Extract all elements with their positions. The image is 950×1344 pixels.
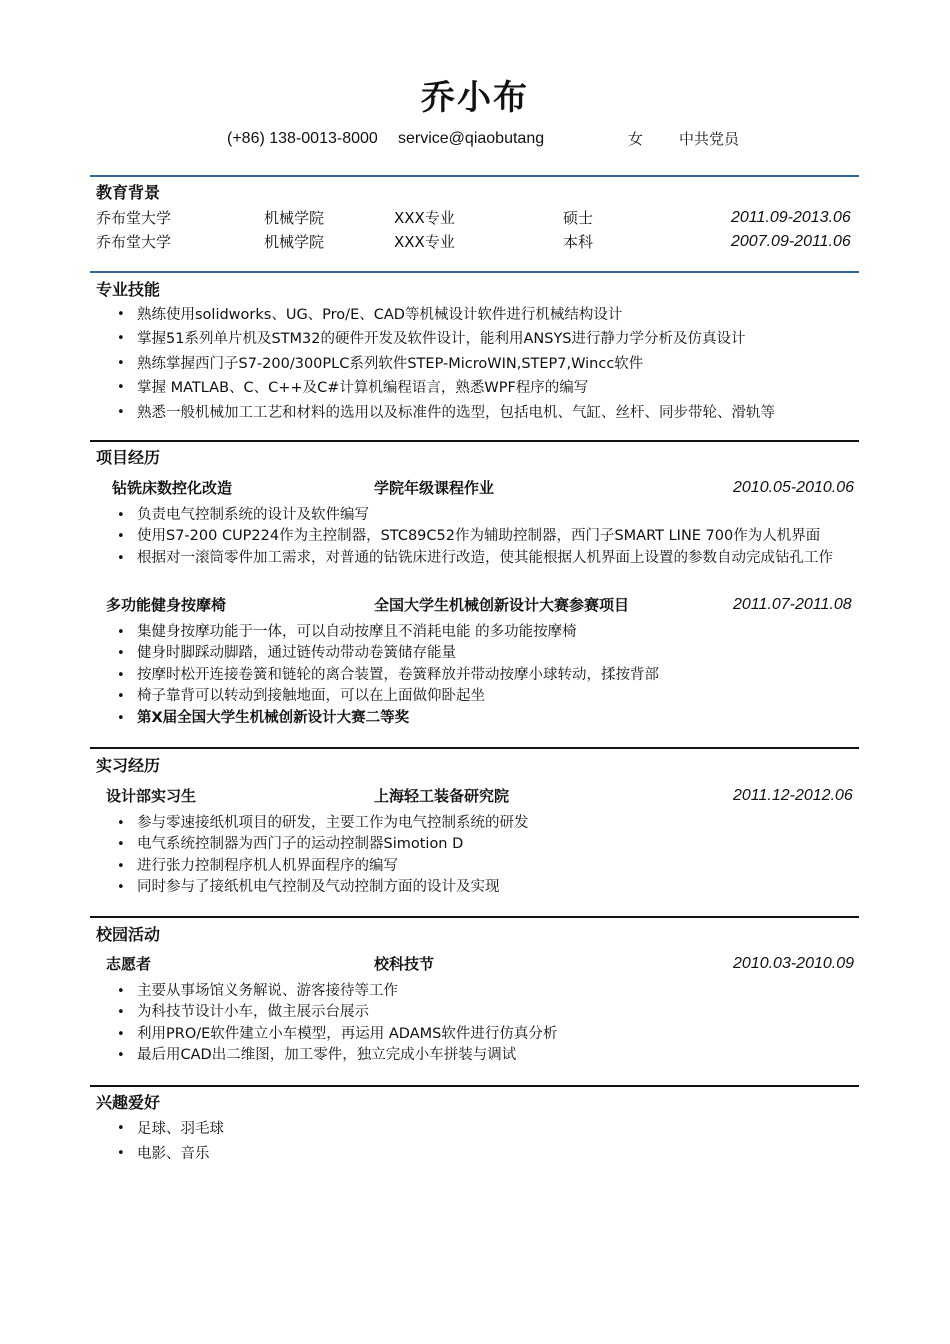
bullet-icon: • xyxy=(117,710,125,726)
list-item: • 最后用CAD出二维图，加工零件，独立完成小车拼装与调试 xyxy=(0,1045,950,1066)
project-details xyxy=(0,505,950,569)
bullet-icon: • xyxy=(117,837,125,853)
list-item: • 利用PRO/E软件建立小车模型，再运用 ADAMS软件进行仿真分析 xyxy=(0,1024,950,1045)
degree: 硕士 xyxy=(563,209,594,227)
list-item: • 熟练掌握西门子S7-200/300PLC系列软件STEP-MicroWIN,STEP7,Wincc软件 xyxy=(0,352,950,376)
section-title-skills: 专业技能 xyxy=(96,280,161,299)
list-item: • 熟练使用solidworks、UG、Pro/E、CAD等机械设计软件进行机械结构设计 xyxy=(0,303,950,327)
section-divider xyxy=(90,440,859,442)
project-context: 全国大学生机械创新设计大赛参赛项目 xyxy=(374,596,630,614)
bullet-icon: • xyxy=(117,529,125,545)
bullet-icon: • xyxy=(117,307,125,322)
gender: 女 xyxy=(628,130,644,148)
college: 机械学院 xyxy=(264,233,325,251)
bullet-icon: • xyxy=(117,331,125,347)
bullet-icon: • xyxy=(117,355,125,371)
bullet-icon: • xyxy=(117,625,125,640)
list-item: • 负责电气控制系统的设计及软件编写 xyxy=(0,505,950,526)
list-item: • 主要从事场馆义务解说、游客接待等工作 xyxy=(0,981,950,1002)
list-item: • 椅子靠背可以转动到接触地面，可以在上面做仰卧起坐 xyxy=(0,686,950,707)
project-date: 2011.07-2011.08 xyxy=(733,596,852,613)
bullet-icon: • xyxy=(117,550,125,566)
education-date: 2011.09-2013.06 xyxy=(731,209,851,226)
list-item: • 健身时脚踩动脚踏，通过链传动带动卷簧储存能量 xyxy=(0,643,950,664)
bullet-icon: • xyxy=(117,380,125,396)
internship-header xyxy=(0,785,950,807)
skills-list xyxy=(0,303,950,425)
bullet-icon: • xyxy=(117,508,125,523)
list-item: • 同时参与了接纸机电气控制及气动控制方面的设计及实现 xyxy=(0,877,950,898)
bullet-icon: • xyxy=(117,858,125,874)
section-title-internship: 实习经历 xyxy=(96,756,161,775)
campus-date: 2010.03-2010.09 xyxy=(733,955,854,972)
section-divider xyxy=(90,271,859,273)
list-item: • 进行张力控制程序机人机界面程序的编写 xyxy=(0,856,950,877)
list-item: • 参与零速接纸机项目的研发，主要工作为电气控制系统的研发 xyxy=(0,813,950,834)
bullet-icon: • xyxy=(117,667,125,683)
bullet-icon: • xyxy=(117,1121,125,1136)
section-title-campus: 校园活动 xyxy=(96,925,161,944)
section-divider xyxy=(90,1085,859,1087)
degree: 本科 xyxy=(563,233,594,251)
political-status: 中共党员 xyxy=(679,130,740,148)
email-address: service@qiaobutang xyxy=(398,130,545,147)
education-date: 2007.09-2011.06 xyxy=(731,233,851,250)
list-item: • 使用S7-200 CUP224作为主控制器，STC89C52作为辅助控制器，西门子SMART LINE 700作为人机界面 xyxy=(0,526,950,547)
campus-details xyxy=(0,981,950,1067)
internship-date: 2011.12-2012.06 xyxy=(733,787,853,804)
list-item: • 熟悉一般机械加工工艺和材料的选用以及标准件的选型，包括电机、气缸、丝杆、同步带轮、滑轨等 xyxy=(0,401,950,425)
major: XXX专业 xyxy=(394,209,455,227)
project-name: 钻铣床数控化改造 xyxy=(112,479,233,497)
bullet-icon: • xyxy=(117,404,125,420)
bullet-icon: • xyxy=(117,816,125,831)
bullet-icon: • xyxy=(117,646,125,662)
bullet-icon: • xyxy=(117,1048,125,1064)
campus-role: 志愿者 xyxy=(106,955,152,973)
bullet-icon: • xyxy=(117,1026,125,1042)
campus-org: 校科技节 xyxy=(374,955,435,973)
campus-header xyxy=(0,953,950,975)
education-row xyxy=(0,231,950,253)
phone-number: (+86) 138-0013-8000 xyxy=(227,130,378,147)
bullet-icon: • xyxy=(117,1005,125,1021)
list-item: • 为科技节设计小车，做主展示台展示 xyxy=(0,1002,950,1023)
list-item: • 电影、音乐 xyxy=(0,1142,950,1167)
section-divider xyxy=(90,747,859,749)
candidate-name: 乔小布 xyxy=(421,78,529,118)
internship-role: 设计部实习生 xyxy=(106,787,197,805)
bullet-icon: • xyxy=(117,1146,125,1161)
bullet-icon: • xyxy=(117,984,125,999)
project-context: 学院年级课程作业 xyxy=(374,479,495,497)
section-title-hobbies: 兴趣爱好 xyxy=(96,1093,161,1112)
hobbies-list xyxy=(0,1117,950,1167)
project-header xyxy=(0,477,950,499)
bullet-icon: • xyxy=(117,880,125,896)
school: 乔布堂大学 xyxy=(96,209,172,227)
section-divider xyxy=(90,175,859,177)
internship-org: 上海轻工装备研究院 xyxy=(374,787,510,805)
list-item: • 电气系统控制器为西门子的运动控制器Simotion D xyxy=(0,834,950,855)
list-item: • 足球、羽毛球 xyxy=(0,1117,950,1142)
list-item: • 根据对一滚筒零件加工需求，对普通的钻铣床进行改造，使其能根据人机界面上设置的参数自动完成钻孔工作 xyxy=(0,548,950,569)
list-item: • 掌握 MATLAB、C、C++及C#计算机编程语言，熟悉WPF程序的编写 xyxy=(0,376,950,400)
list-item: • 按摩时松开连接卷簧和链轮的离合装置，卷簧释放并带动按摩小球转动，揉按背部 xyxy=(0,665,950,686)
college: 机械学院 xyxy=(264,209,325,227)
project-header xyxy=(0,594,950,616)
list-item: • 集健身按摩功能于一体，可以自动按摩且不消耗电能 的多功能按摩椅 xyxy=(0,622,950,643)
section-divider xyxy=(90,916,859,918)
major: XXX专业 xyxy=(394,233,455,251)
project-name: 多功能健身按摩椅 xyxy=(106,596,227,614)
list-item: • 掌握51系列单片机及STM32的硬件开发及软件设计，能利用ANSYS进行静力学分析及仿真设计 xyxy=(0,327,950,351)
school: 乔布堂大学 xyxy=(96,233,172,251)
list-item: • 第X届全国大学生机械创新设计大赛二等奖 xyxy=(0,708,950,729)
project-details xyxy=(0,622,950,729)
project-date: 2010.05-2010.06 xyxy=(733,479,854,496)
internship-details xyxy=(0,813,950,899)
bullet-icon: • xyxy=(117,689,125,705)
section-title-education: 教育背景 xyxy=(96,183,161,202)
section-title-projects: 项目经历 xyxy=(96,448,161,467)
education-row xyxy=(0,207,950,229)
